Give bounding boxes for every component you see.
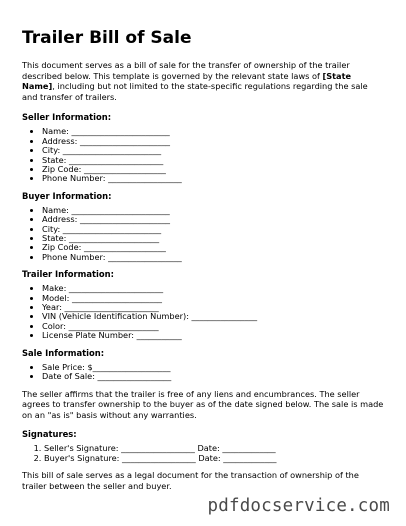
document-page [22,28,384,491]
buyer-fields-list [22,206,384,262]
closing-paragraph: This bill of sale serves as a legal document for the transaction of ownership of the trailer between the seller and buyer. [22,470,359,491]
trailer-color-field: • Color: ______________________ [42,322,384,331]
buyer-signature-line: 2. Buyer's Signature: __________________ Date: _____________ [44,454,384,463]
buyer-phone-field: • Phone Number: __________________ [42,253,384,262]
state-name-placeholder: [State Name] [22,70,352,92]
seller-zip-field: • Zip Code: ____________________ [42,165,384,174]
seller-state-field: • State: _______________________ [42,156,384,165]
seller-heading: Seller Information: [22,112,112,123]
buyer-city-field: • City: ________________________ [42,225,384,234]
buyer-zip-field: • Zip Code: ____________________ [42,243,384,252]
trailer-heading: Trailer Information: [22,269,114,280]
trailer-plate-field: • License Plate Number: ___________ [42,331,384,340]
buyer-address-field: • Address: ______________________ [42,215,384,224]
trailer-model-field: • Model: ______________________ [42,294,384,303]
sale-fields-list [22,363,384,382]
trailer-vin-field: • VIN (Vehicle Identification Number): ________________ [42,312,384,321]
seller-phone-field: • Phone Number: __________________ [42,174,384,183]
signatures-heading: Signatures: [22,429,77,440]
trailer-make-field: • Make: _______________________ [42,284,384,293]
seller-city-field: • City: ________________________ [42,146,384,155]
intro-paragraph [22,60,384,102]
trailer-year-field: • Year: _______________________ [42,303,384,312]
intro-text-after: , including but not limited to the state-specific regulations regarding the sale and transfer of trailers. [22,81,368,102]
buyer-name-field: • Name: ________________________ [42,206,384,215]
seller-signature-line: 1. Seller's Signature: __________________ Date: _____________ [44,444,384,453]
affirmation-paragraph: The seller affirms that the trailer is free of any liens and encumbrances. The seller agrees to transfer ownership to the buyer as of the date signed below. The sale is made on an "as is" basis without any warranties. [22,388,384,420]
sale-price-field: • Sale Price: $___________________ [42,363,384,372]
buyer-state-field: • State: ______________________ [42,234,384,243]
trailer-fields-list [22,284,384,340]
sale-heading: Sale Information: [22,347,105,358]
seller-address-field: • Address: ______________________ [42,137,384,146]
sale-date-field: • Date of Sale: __________________ [42,372,384,381]
signatures-list [22,444,384,463]
seller-name-field: • Name: ________________________ [42,127,384,136]
document-title: Trailer Bill of Sale [22,28,192,48]
seller-fields-list [22,127,384,183]
buyer-heading: Buyer Information: [22,190,112,201]
watermark-text: pdfdocservice.com [207,496,390,516]
intro-text-before: This document serves as a bill of sale for the transfer of ownership of the trailer described below. This template is governed by the relevant state laws of [22,60,350,81]
